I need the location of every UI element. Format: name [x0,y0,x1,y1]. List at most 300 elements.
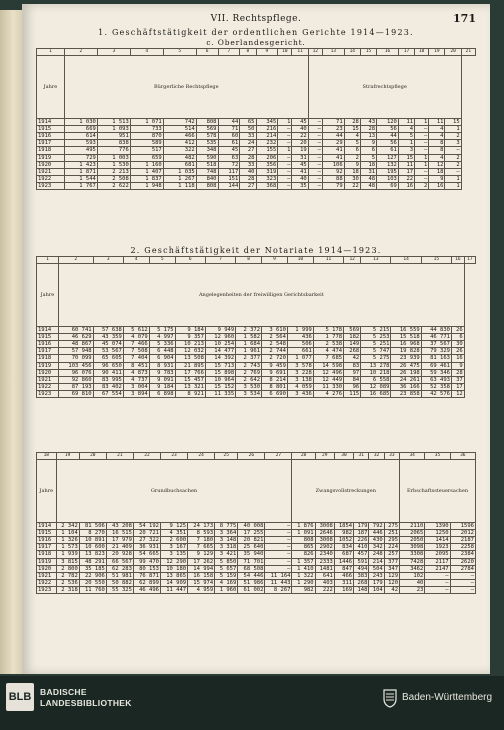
value-cell: 4 059 [287,383,313,390]
value-cell: 3 578 [287,362,313,369]
value-cell: 1 876 [292,523,315,530]
value-cell: 2 744 [262,348,288,355]
value-cell: 3 815 [56,558,79,565]
column-number: 12 [344,257,361,264]
value-cell: 9 691 [262,369,288,376]
value-cell: 71 [218,126,240,133]
value-cell: 96 650 [93,362,123,369]
table-row [37,175,476,182]
value-cell: 748 [196,168,218,175]
value-cell: 68 508 [238,565,265,572]
value-cell: 4 276 [313,390,343,397]
column-number: 24 [188,453,215,460]
column-number: 3 [93,257,123,264]
value-cell: 2147 [425,565,450,572]
value-cell: 17 766 [175,369,205,376]
value-cell: 9 184 [175,327,205,334]
value-cell: 1 030 [64,119,97,126]
value-cell: 103 456 [58,362,93,369]
value-cell: 15 [344,126,360,133]
column-number: 4 [130,49,163,56]
library-logo[interactable]: BLB [6,683,34,711]
value-cell: 28 [240,154,256,161]
value-cell: 11 [429,119,445,126]
value-cell: 28 [360,126,376,133]
value-cell: 13 [360,133,376,140]
value-cell: — [308,154,322,161]
year-cell: 1915 [37,334,59,341]
value-cell: 61 [377,147,399,154]
value-cell: 16 968 [391,341,421,348]
value-cell: 517 [130,147,163,154]
value-cell: 3 148 [215,537,238,544]
value-cell: 1250 [425,530,450,537]
year-cell: 1922 [37,175,65,182]
value-cell: 216 [256,126,278,133]
value-cell: 97 [344,369,361,376]
table-row [37,572,476,579]
value-cell: 8 [429,140,445,147]
column-number: 11 [313,257,343,264]
value-cell: 51 981 [106,572,133,579]
value-cell: 1 530 [97,161,130,168]
value-cell: 24 [240,140,256,147]
value-cell: 518 [196,161,218,168]
value-cell: 614 [64,133,97,140]
value-cell: 63 [218,154,240,161]
value-cell: 495 [64,147,97,154]
value-cell: 3 [445,140,461,147]
column-number: 17 [398,49,414,56]
value-cell: 14 994 [188,565,215,572]
value-cell: 17 [452,383,465,390]
value-cell: 63 493 [421,376,451,383]
value-cell: 35 185 [79,565,106,572]
value-cell: 1854 [334,523,353,530]
value-cell: — [425,572,450,579]
section2-title: 2. Geschäftstätigkeit der Notariate 1914—1923. [130,246,382,255]
value-cell: 430 [369,537,384,544]
value-cell: 12 496 [313,369,343,376]
value-cell: 15 [445,119,461,126]
value-cell: 99 470 [133,558,160,565]
value-cell: 5 253 [361,334,391,341]
value-cell: 8 801 [262,383,288,390]
value-cell: — [415,140,429,147]
value-cell: 436 [287,334,313,341]
value-cell: 838 [97,140,130,147]
column-number: 22 [133,453,160,460]
value-cell: 52 358 [421,383,451,390]
value-cell: — [308,126,322,133]
value-cell: 69 461 [421,362,451,369]
value-cell: 9 [452,362,465,369]
value-cell: — [415,147,429,154]
value-cell: 870 [130,133,163,140]
value-cell: 25 640 [238,544,265,551]
value-cell: 28 [452,369,465,376]
value-cell: 10 254 [205,341,235,348]
value-cell: 40 [292,175,308,182]
value-cell: 1 [445,126,461,133]
value-cell: 132 [377,161,399,168]
table-row [37,383,476,390]
value-cell: 4 997 [149,334,175,341]
value-cell: 61 002 [238,586,265,593]
value-cell: 2333 [315,558,334,565]
coat-of-arms-icon [382,688,398,708]
value-cell: 20 721 [133,530,160,537]
value-cell: 40 [292,126,308,133]
value-cell: 20 [292,140,308,147]
value-cell: 6 558 [361,376,391,383]
value-cell: 81 163 [421,355,451,362]
value-cell: 43 208 [106,523,133,530]
header-jahre: Jahre [37,460,57,523]
table-row [37,182,476,189]
value-cell: 48 [360,175,376,182]
state-name[interactable]: Baden-Württemberg [402,692,493,703]
value-cell: 3 530 [236,383,262,390]
value-cell: 22 [398,175,414,182]
value-cell: 144 [218,182,240,189]
value-cell: 1 961 [236,348,262,355]
year-cell: 1917 [37,544,57,551]
value-cell: 10 218 [361,369,391,376]
column-number: 1 [37,49,65,56]
value-cell: 14 392 [205,355,235,362]
value-cell: 9 [344,161,360,168]
value-cell: 214 [256,133,278,140]
column-number: 16 [452,257,465,264]
value-cell: 295 [384,537,399,544]
value-cell: — [278,182,292,189]
table-row [37,147,476,154]
value-cell: 319 [256,168,278,175]
column-number: 15 [360,49,376,56]
value-cell: 2 372 [236,327,262,334]
value-cell: 1 [415,161,429,168]
value-cell: 8 214 [262,376,288,383]
column-number: 19 [429,49,445,56]
value-cell: 1 290 [292,579,315,586]
value-cell: 4 169 [215,579,238,586]
table-row [37,140,476,147]
value-cell: — [425,579,450,586]
value-cell: 2 548 [262,341,288,348]
value-cell: 41 [322,154,344,161]
column-number: 13 [322,49,344,56]
value-cell: 514 [163,126,196,133]
value-cell: 61 [218,140,240,147]
value-cell: 24 173 [188,523,215,530]
value-cell: 224 [384,544,399,551]
column-number: 35 [425,453,450,460]
value-cell: 589 [130,140,163,147]
value-cell: — [265,558,292,565]
value-cell: 3 167 [161,544,188,551]
value-cell: 54 446 [238,572,265,579]
column-number: 6 [196,49,218,56]
value-cell: 31 [292,154,308,161]
value-cell: 2050 [400,537,425,544]
value-cell: 28 [344,119,360,126]
value-cell: 504 [369,565,384,572]
value-cell: — [450,579,475,586]
value-cell: 12 290 [161,558,188,565]
table-row [37,362,476,369]
table-row [37,133,476,140]
value-cell: 16 515 [106,530,133,537]
value-cell: 9 184 [149,383,175,390]
value-cell: 40 [240,168,256,175]
column-number: 8 [240,49,256,56]
column-number: 18 [37,453,57,460]
value-cell: 6 690 [262,390,288,397]
value-cell: 457 [354,551,369,558]
value-cell: 80 153 [133,565,160,572]
value-cell: 9 357 [175,334,205,341]
value-cell: 71 [322,119,344,126]
year-cell: 1920 [37,161,65,168]
value-cell: 76 871 [133,572,160,579]
value-cell: 12 [429,161,445,168]
table-row [37,565,476,572]
year-cell: 1921 [37,168,65,175]
value-cell: 23 939 [391,355,421,362]
value-cell: 482 [163,154,196,161]
value-cell: 2012 [450,530,475,537]
value-cell: 16 685 [361,390,391,397]
library-name[interactable] [40,687,132,709]
column-number: 30 [334,453,353,460]
value-cell: 66 567 [106,558,133,565]
value-cell: 16 [429,182,445,189]
value-cell: 1 [415,154,429,161]
value-cell: — [308,147,322,154]
value-cell: 5 251 [361,341,391,348]
column-number: 9 [256,49,278,56]
value-cell: 96 [344,383,361,390]
value-cell: — [278,126,292,133]
value-cell: 45 [218,147,240,154]
value-cell: 506 [287,341,313,348]
value-cell: 808 [292,537,315,544]
value-cell: 2 600 [161,537,188,544]
value-cell: 59 346 [421,369,451,376]
value-cell: 7 404 [123,355,149,362]
value-cell: 3 135 [161,551,188,558]
value-cell: 8 775 [215,523,238,530]
value-cell: 808 [196,119,218,126]
value-cell: 3 318 [215,544,238,551]
value-cell: 2 800 [56,565,79,572]
value-cell: 2 [445,133,461,140]
value-cell: 46 629 [58,334,93,341]
value-cell: — [308,133,322,140]
value-cell: 535 [196,140,218,147]
value-cell: 60 [218,133,240,140]
value-cell: 322 [163,147,196,154]
table-row [37,369,476,376]
value-cell: — [415,133,429,140]
year-cell: 1923 [37,586,57,593]
value-cell: 9 091 [149,376,175,383]
value-cell: 28 [240,175,256,182]
value-cell: 1 [278,119,292,126]
document-page [22,4,490,674]
value-cell: 15 518 [391,334,421,341]
running-head: VII. Rechtspflege. [210,14,302,24]
value-cell: — [278,161,292,168]
value-cell: 127 [377,154,399,161]
value-cell: 4 351 [161,530,188,537]
value-cell: 9 459 [262,362,288,369]
value-cell: 840 [196,175,218,182]
value-cell: 5 [360,154,376,161]
value-cell: 57 638 [93,327,123,334]
value-cell: 951 [97,133,130,140]
value-cell: 1 267 [163,175,196,182]
value-cell: 593 [64,140,97,147]
value-cell: 3 534 [236,390,262,397]
value-cell: 681 [163,161,196,168]
value-cell: 88 [322,175,344,182]
value-cell: — [278,154,292,161]
value-cell: 104 [369,586,384,593]
table-notariate-1 [36,256,476,398]
value-cell: 17 255 [238,530,265,537]
value-cell: 30 [344,175,360,182]
value-cell: 2 377 [236,355,262,362]
value-cell: 4 [429,126,445,133]
value-cell: 569 [344,327,361,334]
column-number: 34 [400,453,425,460]
value-cell: 13 508 [175,355,205,362]
value-cell: 35 940 [238,551,265,558]
value-cell: 687 [334,551,353,558]
year-cell: 1914 [37,119,65,126]
value-cell: 5 159 [215,572,238,579]
value-cell: — [415,175,429,182]
value-cell: 1 960 [215,586,238,593]
value-cell: 4 [429,133,445,140]
value-cell: 3008 [315,523,334,530]
value-cell: 10 891 [79,537,106,544]
value-cell: 9 125 [161,523,188,530]
value-cell: 403 [315,579,334,586]
value-cell: 60 741 [58,327,93,334]
value-cell: 1 939 [56,551,79,558]
value-cell: 2 538 [313,341,343,348]
value-cell: 54 192 [133,523,160,530]
value-cell: 2 642 [236,376,262,383]
value-cell: 2 782 [56,572,79,579]
value-cell: — [308,168,322,175]
value-cell: 641 [315,572,334,579]
value-cell: 11 443 [265,579,292,586]
value-cell: 412 [163,140,196,147]
value-cell: 5 850 [215,558,238,565]
value-cell: 13 278 [361,362,391,369]
value-cell: 494 [354,565,369,572]
value-cell: 16 559 [391,327,421,334]
value-cell: 982 [292,586,315,593]
value-cell: 1 326 [56,537,79,544]
value-cell: 19 828 [391,348,421,355]
column-number: 25 [215,453,238,460]
value-cell: 2 [415,182,429,189]
year-cell: 1922 [37,579,57,586]
value-cell: 23 [322,126,344,133]
value-cell: 179 [354,523,369,530]
year-cell: 1916 [37,341,59,348]
value-cell: 56 [377,140,399,147]
book-spine [0,10,22,674]
column-number: 7 [218,49,240,56]
value-cell: 1 410 [292,565,315,572]
value-cell: 742 [163,119,196,126]
value-cell: 1 871 [64,168,97,175]
value-cell: 50 882 [106,579,133,586]
value-cell: 1 322 [292,572,315,579]
column-number: 27 [265,453,292,460]
value-cell: 2 564 [262,334,288,341]
column-number: 20 [79,453,106,460]
value-cell: 1923 [425,544,450,551]
value-cell: 1446 [334,558,353,565]
value-cell: 120 [384,579,399,586]
value-cell: 37 [452,376,465,383]
value-cell: 1 [415,119,429,126]
value-cell: 27 [240,182,256,189]
value-cell: 590 [196,154,218,161]
table-row [37,579,476,586]
value-cell: 79 329 [421,348,451,355]
column-number: 26 [238,453,265,460]
value-cell: 46 771 [421,334,451,341]
value-cell: 1 407 [130,168,163,175]
value-cell: 268 [344,348,361,355]
value-cell: 7428 [400,558,425,565]
column-number: 2 [58,257,93,264]
table-row [37,544,476,551]
table-row [37,551,476,558]
table-row [37,341,476,348]
column-number-row [37,257,476,264]
value-cell: 1 357 [292,558,315,565]
value-cell: 83 402 [93,383,123,390]
value-cell: 466 [334,572,353,579]
value-cell: 33 [240,133,256,140]
year-cell: 1919 [37,558,57,565]
value-cell: 31 [360,168,376,175]
value-cell: 17 979 [106,537,133,544]
value-cell: 1 837 [130,175,163,182]
column-number: 21 [106,453,133,460]
value-cell: 22 [344,182,360,189]
value-cell: 348 [196,147,218,154]
value-cell: 4 959 [188,586,215,593]
value-cell: 729 [64,154,97,161]
value-cell: 2 213 [97,168,130,175]
value-cell: 410 [354,544,369,551]
value-cell: 23 [400,586,425,593]
year-cell: 1916 [37,133,65,140]
value-cell: — [308,182,322,189]
value-cell: 6 904 [149,355,175,362]
value-cell: 2 743 [236,362,262,369]
